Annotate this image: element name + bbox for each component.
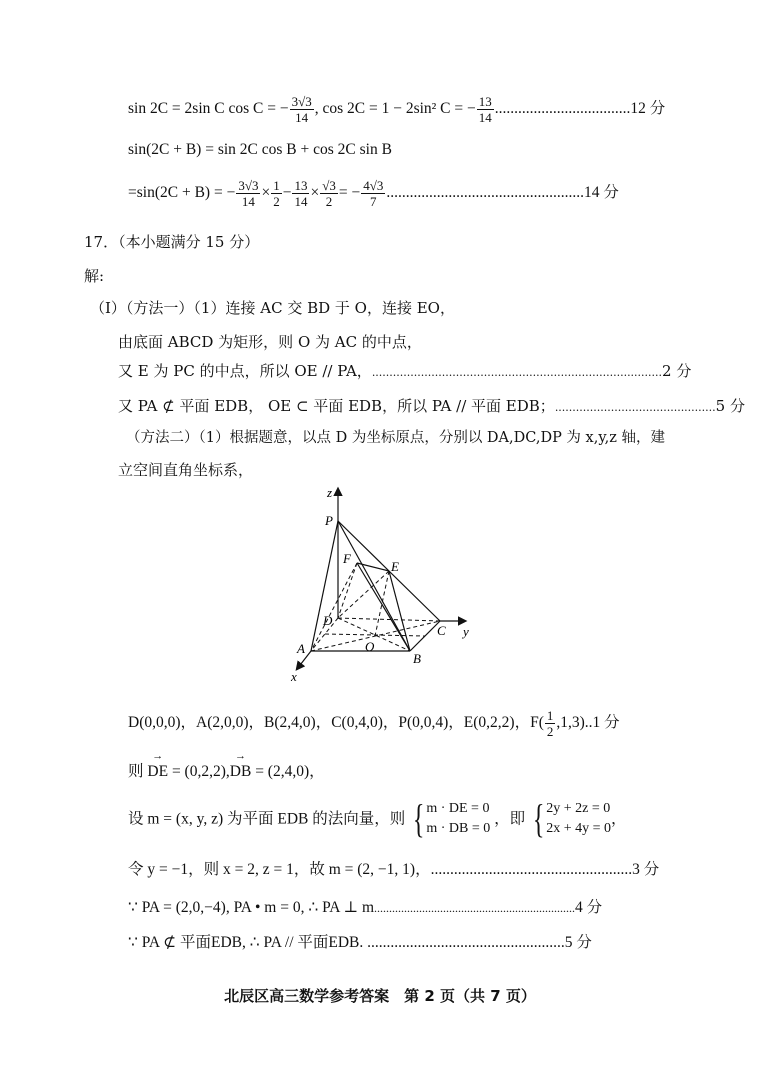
segment-eb [389,571,410,651]
method1-line2 [118,332,422,352]
eq-text: sin(2C + B) = sin 2C cos B + cos 2C sin B [128,141,392,158]
eq-result [128,178,619,209]
edge-pa [311,521,338,651]
eq-text: =sin(2C + B) = − [128,184,236,202]
text: 立空间直角坐标系， [118,461,254,479]
coordinates-line [128,708,620,739]
leader-dots: .................................................... [430,861,633,878]
pa-vector-line [128,898,602,918]
equation: 2x + 4y = 0 [546,821,611,837]
text: 令 y = −1，则 x = 2, z = 1，故 m = (2, −1, 1)， [128,861,431,878]
vector-db: → DB [230,762,252,782]
text: ，即 [494,810,526,828]
edge-dc [338,618,440,621]
times: × [310,184,320,202]
method2-line1 [126,428,665,448]
fraction: $\frac{√3}{2}$ [322,178,336,209]
leader-dots: .............................................. [554,401,716,414]
fraction: $\frac{4√3}{7}$ [363,178,384,209]
method2-line2 [118,460,253,480]
vectors-line [128,762,325,782]
fraction: $\frac{1}{2}$ [546,708,554,739]
eq-sin2c [128,94,665,125]
segment-ed [338,571,389,618]
score: 5 分 [564,934,592,951]
label-p: P [325,513,333,528]
label-x: x [291,669,297,683]
pyramid-figure [285,483,485,683]
leader-dots: ................................................... [386,184,584,202]
eq-sin2c-text: sin 2C = 2sin C cos C = − [128,100,289,118]
leader-dots: ................................................................... [374,901,575,915]
let-y-line [128,860,659,880]
equation-system-2 [546,799,611,839]
text: （方法二）（1）根据题意，以点 D 为坐标原点，分别以 DA,DC,DP 为 x,y,z 轴，建 [126,430,665,446]
fraction: $\frac{13}{14}$ [478,94,492,125]
score: 4 分 [575,899,603,916]
label-a: A [297,641,305,656]
label-z: z [327,485,333,500]
equation: m · DB = 0 [426,821,491,837]
text: ， [611,810,627,828]
leader-dots: ................................... [494,100,631,118]
equals: = − [338,184,361,202]
question-17-heading [84,232,259,252]
method1-line4 [118,396,745,418]
label-text: 解: [84,267,105,285]
text: 设 m = (x, y, z) 为平面 EDB 的法向量，则 [128,810,406,828]
text: D(0,0,0)，A(2,0,0)，B(2,4,0)，C(0,4,0)，P(0,0,4)，E(0,2,2)，F( [128,714,544,732]
label-c: C [437,623,446,638]
page-footer: 北辰区高三数学参考答案 第 2 页（共 7 页） [224,987,536,1005]
score: 2 分 [662,362,692,380]
equation: m · DE = 0 [426,801,490,817]
method1-line3 [118,361,691,383]
leader-dots: ................................................................................... [371,366,663,379]
text: 则 [128,763,144,780]
score: 3 分 [632,861,660,878]
brace: { [412,796,425,842]
times: × [261,184,271,202]
equation: 2y + 2z = 0 [546,801,611,817]
text: ∵ PA = (2,0,−4), PA • m = 0, ∴ PA ⊥ m [128,899,374,916]
method1-line1 [90,298,455,318]
eq-sin-2c-plus-b [128,140,392,160]
label-y: y [463,624,469,639]
fraction: $\frac{1}{2}$ [273,178,280,209]
text: 由底面 ABCD 为矩形，则 O 为 AC 的中点， [118,333,422,351]
label-o: O [365,639,375,654]
text: 又 E 为 PC 的中点，所以 OE // PA， [118,362,372,380]
equation-system-1 [426,799,490,839]
text: = (2,4,0)， [251,763,325,780]
brace: { [532,796,545,842]
label-b: B [413,651,421,666]
score: 14 分 [583,184,619,202]
text: ,1,3) [556,714,585,732]
fraction: $\frac{13}{14}$ [294,178,308,209]
solution-label [84,266,104,286]
text: = (0,2,2), [168,763,230,780]
fraction: $\frac{3√3}{14}$ [291,94,312,125]
text: 又 PA ⊄ 平面 EDB， OE ⊂ 平面 EDB，所以 PA // 平面 EDB； [118,397,555,415]
heading-text: 17．（本小题满分 15 分） [84,233,260,251]
minus: − [282,184,292,202]
eq-cos2c-text: , cos 2C = 1 − 2sin² C = − [314,100,476,118]
fraction: $\frac{3√3}{14}$ [238,178,259,209]
normal-vector-line [128,798,627,840]
label-e: E [391,559,399,574]
final-conclusion-line [128,933,592,953]
label-f: F [343,551,351,566]
score: 5 分 [715,397,745,415]
text: ∵ PA ⊄ 平面EDB, ∴ PA // 平面EDB. [128,934,364,951]
vector-de: → DE [147,762,168,782]
label-d: D [323,613,333,628]
text: （Ⅰ）（方法一）（1）连接 AC 交 BD 于 O，连接 EO， [90,299,455,317]
leader-dots: .. [584,714,593,732]
score: 1 分 [592,714,620,732]
score: 12 分 [630,100,666,118]
segment-fa [311,563,357,651]
leader-dots: ................................................... [367,934,565,951]
